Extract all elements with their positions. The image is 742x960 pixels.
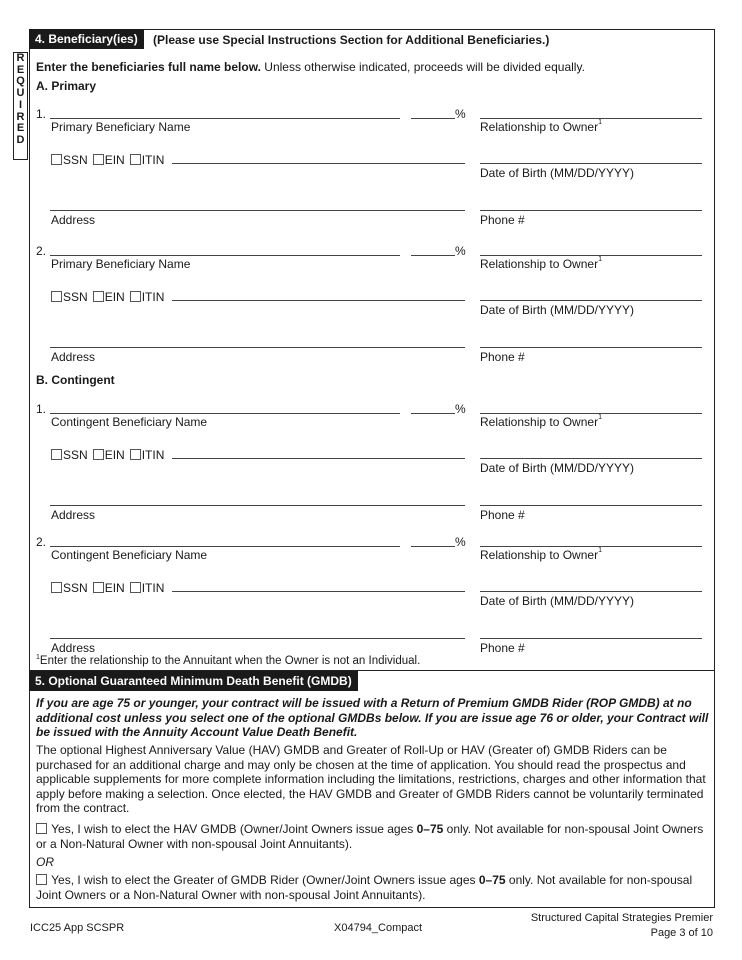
itin-label: ITIN — [141, 448, 165, 462]
itin-label: ITIN — [141, 290, 165, 304]
percent-field[interactable] — [411, 546, 455, 547]
hav-gmdb-checkbox[interactable] — [36, 823, 47, 834]
dob-field[interactable] — [480, 300, 702, 301]
gmdb-body: The optional Highest Anniversary Value (HAV) GMDB and Greater of Roll-Up or HAV (Greater of) GMDB Riders can be purchased for an additional charge and may only be chosen at the time of application. You should read the prospectus and applicable supplements for more complete information including the limitations, restrictions, charges and other information that apply before making a selection. Once elected, the HAV GMDB and Greater of GMDB Riders cannot be voluntarily terminated from the contract. — [36, 743, 706, 815]
phone-field[interactable] — [480, 347, 702, 348]
itin-label: ITIN — [141, 581, 165, 595]
footer-page-number: Page 3 of 10 — [650, 927, 713, 939]
percent-field[interactable] — [411, 413, 455, 414]
address-field[interactable] — [50, 210, 465, 211]
relationship-label: Relationship to Owner$^1$ — [480, 547, 602, 562]
phone-label: Phone # — [480, 350, 525, 364]
dob-label: Date of Birth (MM/DD/YYYY) — [480, 303, 635, 317]
gmdb-option-hav: Yes, I wish to elect the HAV GMDB (Owner/Joint Owners issue ages 0–75 only. Not available for non-spousal Joint Owners or a Non-Natural Owner with non-spousal Joint Annuitants). — [36, 822, 704, 851]
required-letter: I — [18, 98, 23, 111]
phone-field[interactable] — [480, 505, 702, 506]
percent-sign: % — [455, 535, 466, 549]
ein-checkbox[interactable] — [93, 449, 104, 460]
relationship-label: Relationship to Owner$^1$ — [480, 256, 602, 271]
tax-id-field[interactable] — [172, 163, 465, 164]
address-field[interactable] — [50, 505, 465, 506]
contingent-heading: B. Contingent — [36, 373, 115, 387]
dob-label: Date of Birth (MM/DD/YYYY) — [480, 594, 635, 608]
ssn-checkbox[interactable] — [51, 449, 62, 460]
beneficiary-number: 2. — [36, 535, 47, 549]
footnote: $^1$Enter the relationship to the Annuitant when the Owner is not an Individual. — [36, 654, 421, 667]
relationship-field[interactable] — [480, 255, 702, 256]
ssn-checkbox[interactable] — [51, 154, 62, 165]
phone-field[interactable] — [480, 638, 702, 639]
relationship-field[interactable] — [480, 546, 702, 547]
ein-checkbox[interactable] — [93, 154, 104, 165]
tax-id-type — [51, 153, 169, 167]
phone-label: Phone # — [480, 508, 525, 522]
beneficiary-name-label: Primary Beneficiary Name — [51, 120, 191, 134]
required-letter: E — [16, 63, 25, 76]
beneficiary-number: 1. — [36, 402, 47, 416]
percent-field[interactable] — [411, 118, 455, 119]
percent-sign: % — [455, 402, 466, 416]
percent-field[interactable] — [411, 255, 455, 256]
beneficiary-name-field[interactable] — [50, 118, 400, 119]
ssn-label: SSN — [63, 153, 88, 167]
ein-checkbox[interactable] — [93, 291, 104, 302]
phone-field[interactable] — [480, 210, 702, 211]
ssn-label: SSN — [63, 290, 88, 304]
dob-label: Date of Birth (MM/DD/YYYY) — [480, 166, 635, 180]
address-field[interactable] — [50, 347, 465, 348]
ein-label: EIN — [104, 290, 125, 304]
address-label: Address — [51, 508, 96, 522]
gmdb-option-greater-of: Yes, I wish to elect the Greater of GMDB Rider (Owner/Joint Owners issue ages 0–75 only. Not available for non-spousal Joint Owners or a Non-Natural Owner with non-spousal Joint Annuitants). — [36, 873, 693, 902]
required-letter: D — [16, 133, 25, 146]
beneficiary-name-label: Contingent Beneficiary Name — [51, 548, 208, 562]
ssn-checkbox[interactable] — [51, 291, 62, 302]
beneficiary-number: 1. — [36, 107, 47, 121]
beneficiary-number: 2. — [36, 244, 47, 258]
footer-form-id: ICC25 App SCSPR — [30, 922, 125, 934]
required-letter: Q — [16, 75, 25, 88]
ein-label: EIN — [104, 153, 125, 167]
ein-label: EIN — [104, 581, 125, 595]
phone-label: Phone # — [480, 213, 525, 227]
required-tab — [13, 52, 28, 160]
tax-id-field[interactable] — [172, 591, 465, 592]
percent-sign: % — [455, 107, 466, 121]
beneficiary-name-field[interactable] — [50, 413, 400, 414]
relationship-field[interactable] — [480, 118, 702, 119]
tax-id-type — [51, 290, 169, 304]
required-letter: R — [16, 110, 25, 123]
primary-heading: A. Primary — [36, 79, 97, 93]
relationship-label: Relationship to Owner$^1$ — [480, 119, 602, 134]
ssn-checkbox[interactable] — [51, 582, 62, 593]
greater-of-gmdb-checkbox[interactable] — [36, 874, 47, 885]
ein-checkbox[interactable] — [93, 582, 104, 593]
dob-field[interactable] — [480, 458, 702, 459]
tax-id-type — [51, 448, 169, 462]
required-letter: E — [16, 122, 25, 135]
relationship-field[interactable] — [480, 413, 702, 414]
percent-sign: % — [455, 244, 466, 258]
beneficiary-name-field[interactable] — [50, 546, 400, 547]
required-letter: U — [16, 87, 25, 100]
tax-id-field[interactable] — [172, 300, 465, 301]
footer-product: Structured Capital Strategies Premier — [530, 912, 713, 924]
required-letter: R — [16, 52, 25, 64]
beneficiary-name-label: Contingent Beneficiary Name — [51, 415, 208, 429]
or-label: OR — [36, 855, 54, 869]
beneficiary-name-label: Primary Beneficiary Name — [51, 257, 191, 271]
address-label: Address — [51, 641, 96, 655]
dob-field[interactable] — [480, 163, 702, 164]
section-5-header: 5. Optional Guaranteed Minimum Death Benefit (GMDB) — [29, 671, 358, 691]
itin-checkbox[interactable] — [130, 291, 141, 302]
ein-label: EIN — [104, 448, 125, 462]
address-label: Address — [51, 350, 96, 364]
footer-code: X04794_Compact — [334, 922, 423, 934]
gmdb-intro: If you are age 75 or younger, your contract will be issued with a Return of Premium GMDB Rider (ROP GMDB) at no additional cost unless you select one of the optional GMDBs below. If you are issue age 76 or older, your Contract will be issued with the Annuity Account Value Death Benefit. — [36, 696, 709, 739]
itin-checkbox[interactable] — [130, 449, 141, 460]
relationship-label: Relationship to Owner$^1$ — [480, 414, 602, 429]
ssn-label: SSN — [63, 581, 88, 595]
ssn-label: SSN — [63, 448, 88, 462]
tax-id-type — [51, 581, 169, 595]
itin-checkbox[interactable] — [130, 582, 141, 593]
dob-field[interactable] — [480, 591, 702, 592]
beneficiary-name-field[interactable] — [50, 255, 400, 256]
section-4-header: 4. Beneficiary(ies) — [29, 29, 144, 49]
phone-label: Phone # — [480, 641, 525, 655]
tax-id-field[interactable] — [172, 458, 465, 459]
dob-label: Date of Birth (MM/DD/YYYY) — [480, 461, 635, 475]
itin-label: ITIN — [141, 153, 165, 167]
itin-checkbox[interactable] — [130, 154, 141, 165]
address-label: Address — [51, 213, 96, 227]
section-4-note: (Please use Special Instructions Section for Additional Beneficiaries.) — [153, 33, 550, 47]
beneficiary-instruction: Enter the beneficiaries full name below. Unless otherwise indicated, proceeds will be divided equally. — [36, 60, 585, 74]
address-field[interactable] — [50, 638, 465, 639]
